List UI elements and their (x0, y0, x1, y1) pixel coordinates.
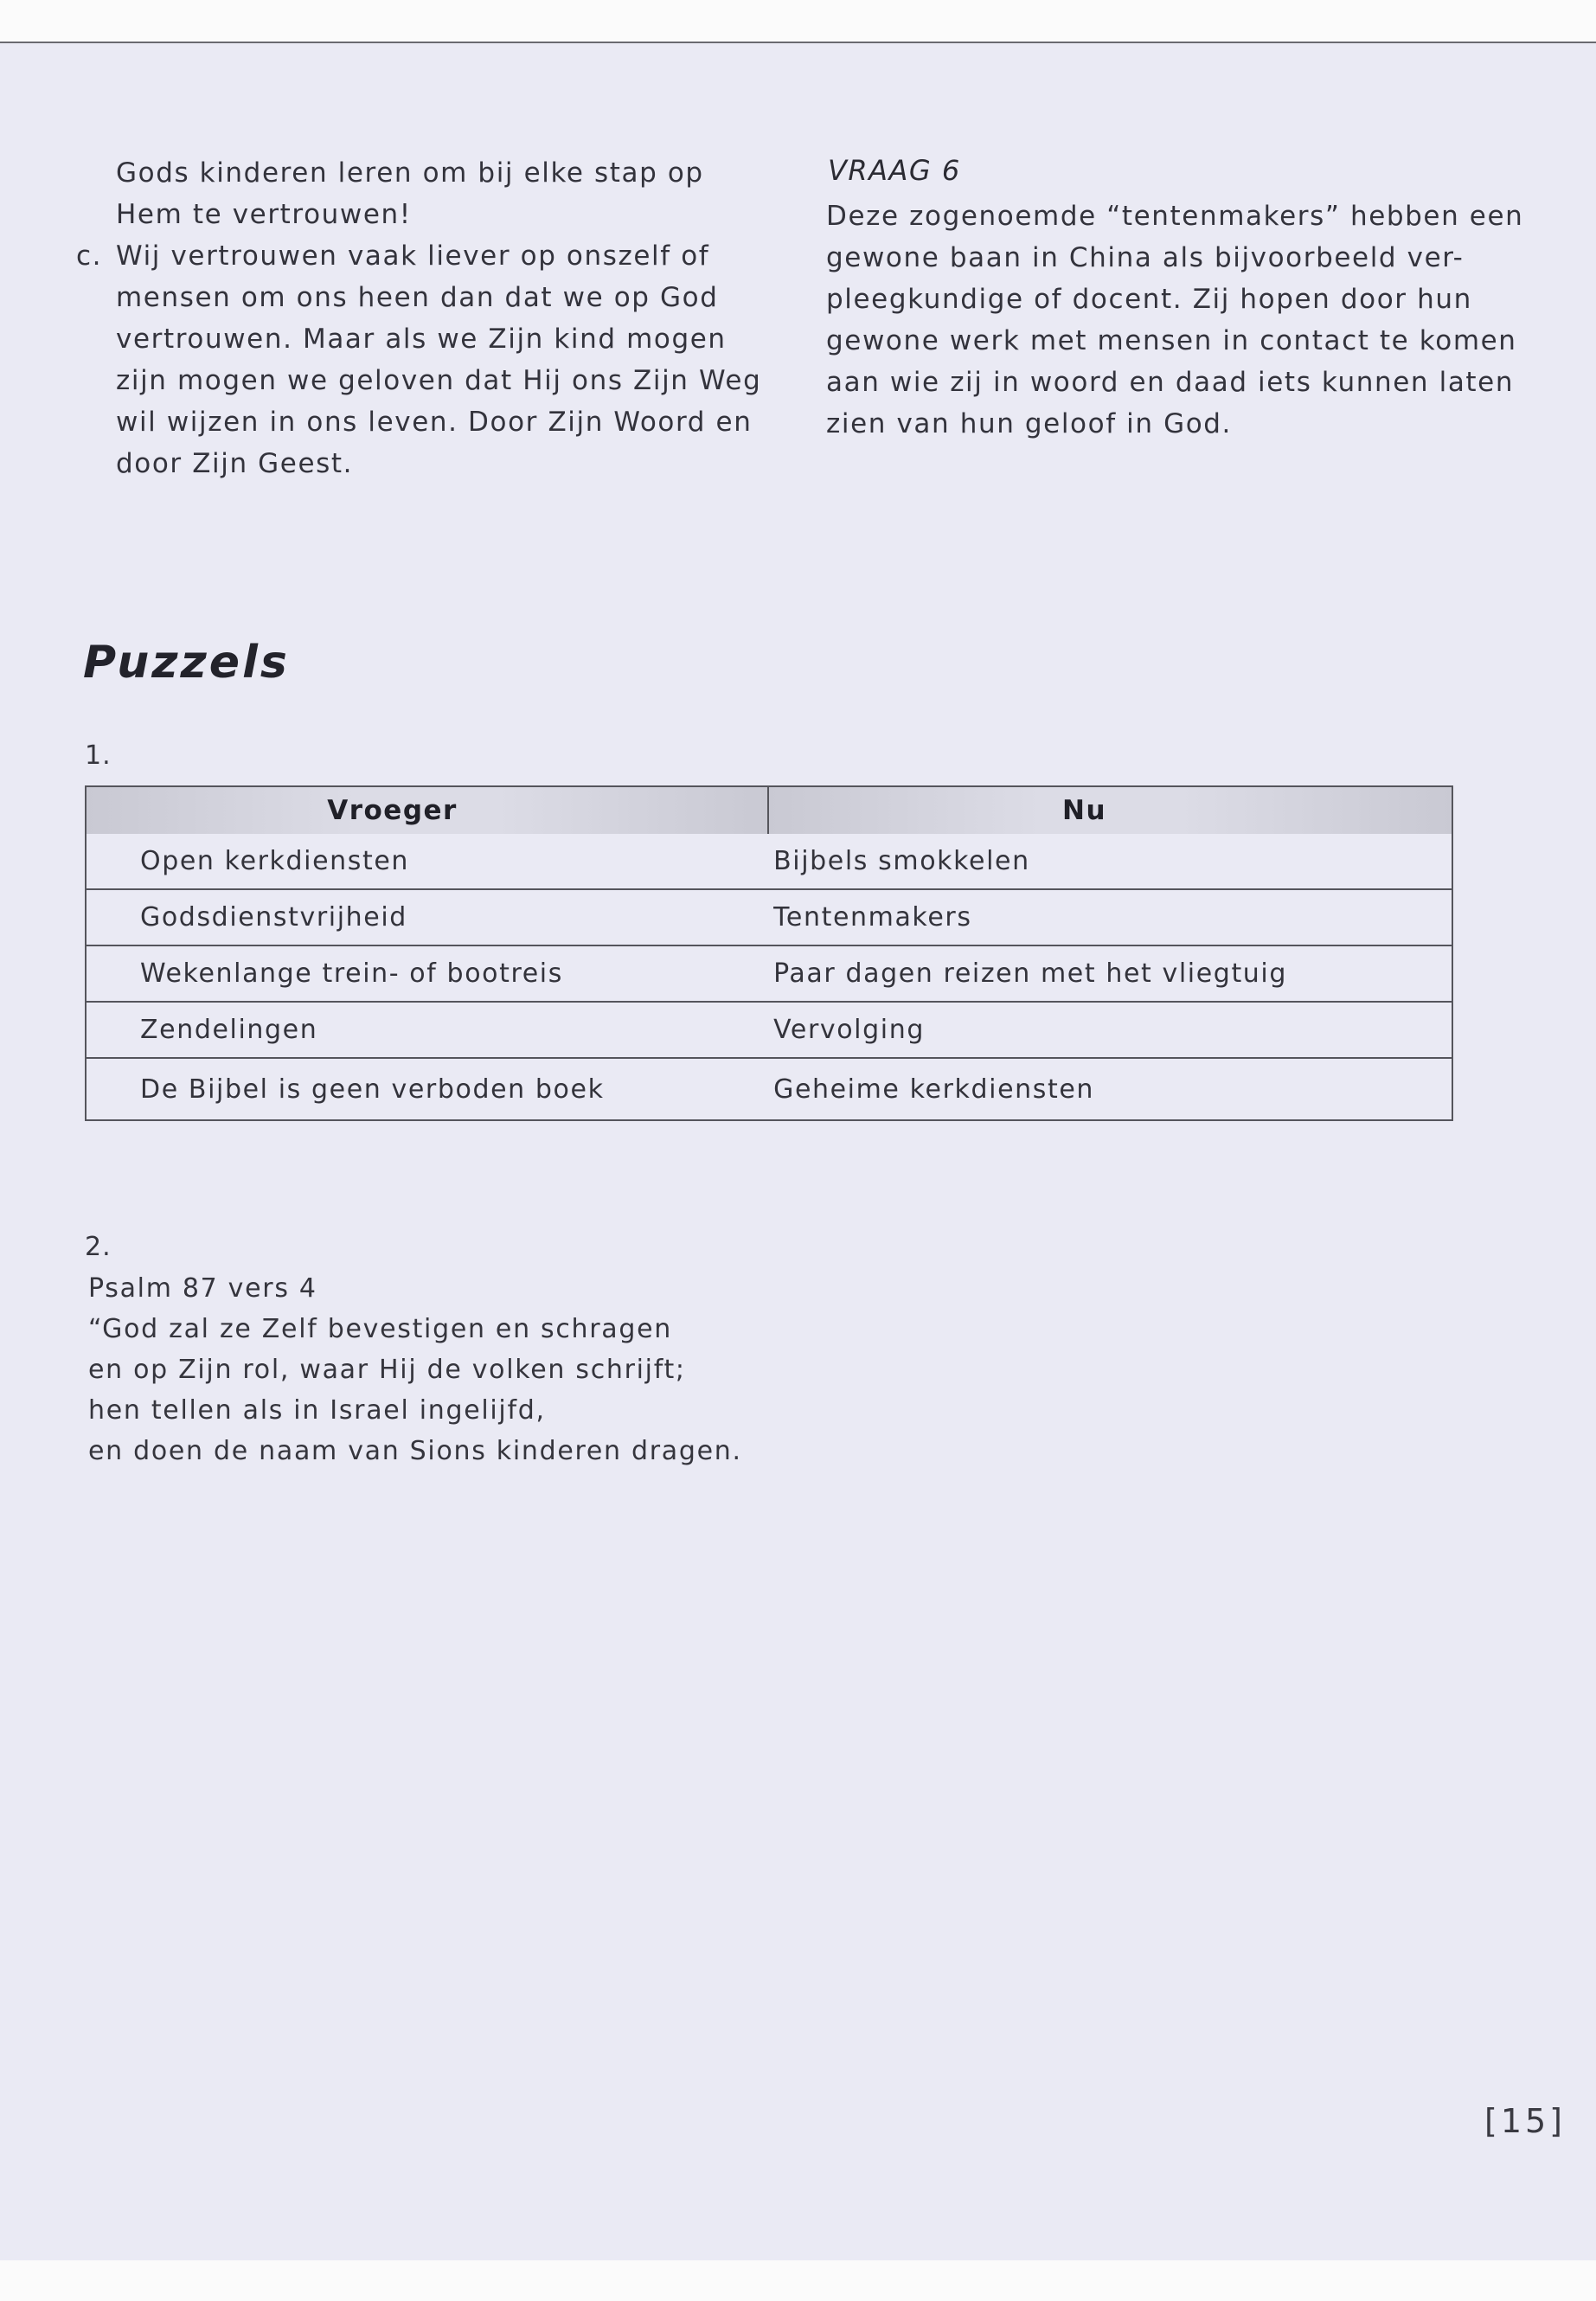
text-line: vertrouwen. Maar als we Zijn kind mogen (116, 324, 727, 355)
list-item-c (76, 235, 739, 277)
page-number: [15] (1484, 2102, 1567, 2140)
text-line: gewone baan in China als bijvoorbeeld ver- (826, 242, 1465, 273)
table-cell: Vervolging (768, 1002, 1452, 1058)
right-column-text (826, 195, 1524, 445)
table-cell: Geheime kerkdiensten (768, 1058, 1452, 1120)
list-marker: c. (76, 240, 103, 272)
table-row (86, 1002, 1452, 1058)
text-line: en op Zijn rol, waar Hij de volken schrijft; (88, 1355, 686, 1385)
text-line: “God zal ze Zelf bevestigen en schragen (88, 1314, 673, 1344)
table-row (86, 834, 1452, 889)
psalm-reference: Psalm 87 vers 4 (88, 1273, 317, 1304)
top-margin (0, 0, 1596, 42)
table-cell: Wekenlange trein- of bootreis (86, 945, 768, 1002)
table-row (86, 889, 1452, 945)
text-line: gewone werk met mensen in contact te komen (826, 325, 1517, 356)
column-header-vroeger: Vroeger (86, 786, 768, 834)
puzzle-number: 1. (85, 740, 112, 771)
table-row (86, 945, 1452, 1002)
text-line: Wij vertrouwen vaak liever op onszelf of (116, 240, 710, 272)
text-line: Gods kinderen leren om bij elke stap op (116, 157, 704, 189)
table-cell: Zendelingen (86, 1002, 768, 1058)
text-line: pleegkundige of docent. Zij hopen door hun (826, 284, 1472, 315)
comparison-table (85, 785, 1453, 1121)
bottom-margin (0, 2260, 1596, 2301)
text-line: Deze zogenoemde “tentenmakers” hebben een (826, 201, 1524, 232)
text-line: wil wijzen in ons leven. Door Zijn Woord en (116, 407, 753, 438)
text-line: aan wie zij in woord en daad iets kunnen laten (826, 367, 1515, 398)
column-header-nu: Nu (768, 786, 1452, 834)
question-heading: VRAAG 6 (828, 154, 961, 187)
table-row (86, 1058, 1452, 1120)
text-line: zijn mogen we geloven dat Hij ons Zijn Weg (116, 365, 762, 396)
puzzle-number: 2. (85, 1232, 112, 1262)
table-cell: Open kerkdiensten (86, 834, 768, 889)
table-cell: Paar dagen reizen met het vliegtuig (768, 945, 1452, 1002)
psalm-quote (88, 1268, 742, 1471)
table-cell: Bijbels smokkelen (768, 834, 1452, 889)
text-line: door Zijn Geest. (116, 448, 354, 479)
text-line: hen tellen als in Israel ingelijfd, (88, 1395, 546, 1426)
text-line: Hem te vertrouwen! (116, 199, 412, 230)
table-cell: Tentenmakers (768, 889, 1452, 945)
text-line: en doen de naam van Sions kinderen dragen. (88, 1436, 742, 1466)
text-line: zien van hun geloof in God. (826, 408, 1232, 439)
table-cell: Godsdienstvrijheid (86, 889, 768, 945)
left-column-text (76, 152, 762, 484)
table-header-row (86, 786, 1452, 834)
text-line: mensen om ons heen dan dat we op God (116, 282, 719, 313)
table-cell: De Bijbel is geen verboden boek (86, 1058, 768, 1120)
section-title: Puzzels (83, 637, 290, 689)
